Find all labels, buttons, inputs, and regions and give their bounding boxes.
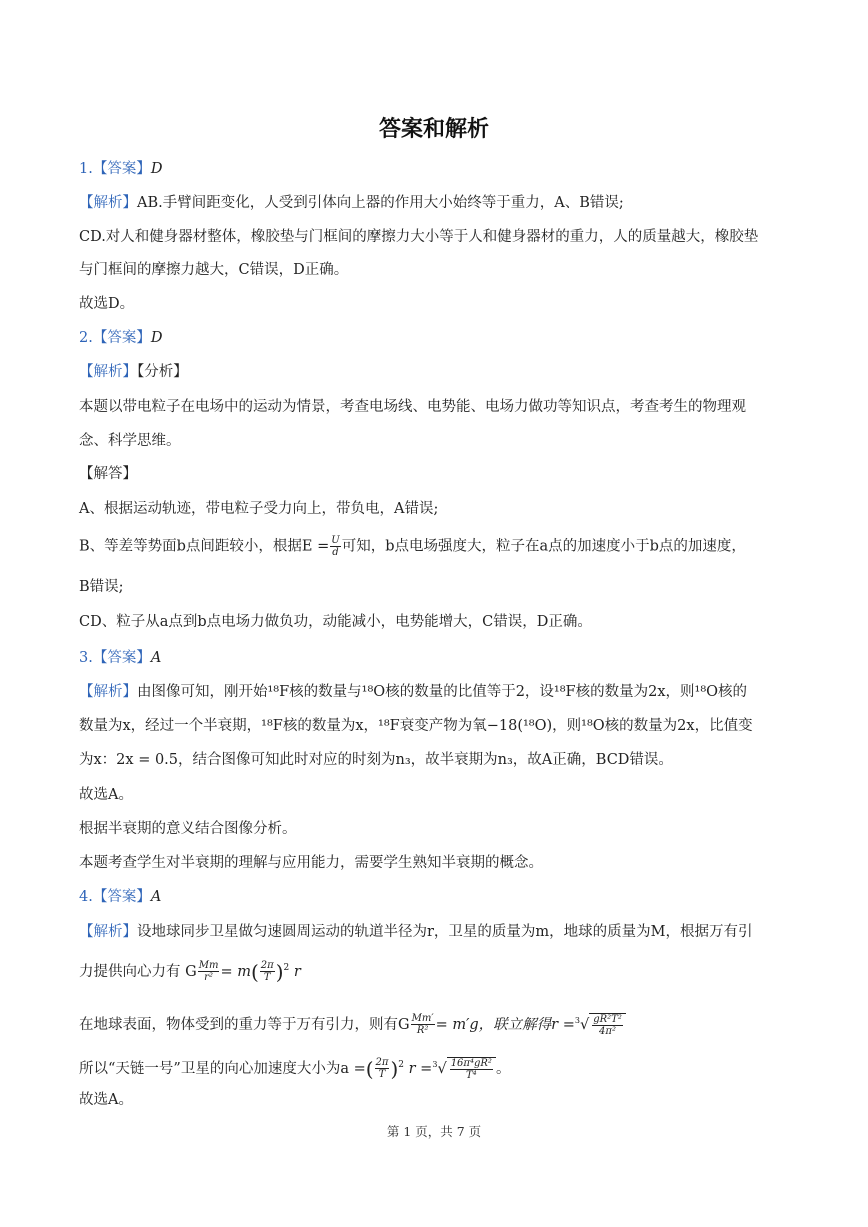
- q3-expl-line-5: 根据半衰期的意义结合图像分析。: [79, 821, 297, 837]
- q1-answer-line: [79, 158, 162, 180]
- q4-eq2-frac: [411, 1013, 435, 1036]
- q2-number: 2.: [79, 330, 93, 346]
- q4-eq3-root-index: 3: [432, 1060, 438, 1069]
- q3-number: 3.: [79, 650, 93, 666]
- q4-eq3-radical: √: [437, 1060, 447, 1077]
- q2-fraction-denominator: d: [332, 547, 339, 558]
- q1-expl-line-1: [79, 192, 624, 214]
- q4-eq3-frac-num: 2π: [375, 1057, 389, 1069]
- q1-expl-line-4: 故选D。: [79, 296, 135, 312]
- q4-eq3-exp: 2: [398, 1060, 405, 1070]
- q4-eq1-mid: = m: [220, 963, 251, 980]
- page-footer: 第 1 页，共 7 页: [386, 1124, 482, 1139]
- q4-expl-line-5: 故选A。: [79, 1092, 133, 1108]
- q3-expl-line-2: 数量为x，经过一个半衰期，¹⁸F核的数量为x，¹⁸F衰变产物为氧−18(¹⁸O)，则¹⁸O核的数量为2x，比值变: [79, 718, 753, 734]
- q2-expl-line-2: 念、科学思维。: [79, 433, 181, 449]
- q4-eq1-paren-close: ): [275, 959, 284, 984]
- q4-expl-text-1: 设地球同步卫星做匀速圆周运动的轨道半径为r，卫星的质量为m，地球的质量为M，根据万有引: [137, 924, 753, 940]
- q4-number: 4.: [79, 889, 93, 905]
- q1-expl-line-2: CD.对人和健身器材整体，橡胶垫与门框间的摩擦力大小等于人和健身器材的重力，人的质量越大，橡胶垫: [79, 229, 759, 245]
- q4-eq3-end: 。: [495, 1060, 511, 1077]
- q4-expl-tag: 【解析】: [79, 924, 137, 940]
- q4-eq3-paren-close: ): [390, 1056, 399, 1081]
- q4-eq3-paren: (: [365, 1056, 374, 1081]
- q4-eq1-paren: (: [250, 959, 259, 984]
- q3-expl-line-4: 故选A。: [79, 787, 133, 803]
- q2-expl-line-3: A、根据运动轨迹，带电粒子受力向上，带负电，A错误;: [79, 501, 439, 517]
- q4-expl-line-3: [79, 1010, 626, 1037]
- q4-eq3-frac: [375, 1057, 390, 1080]
- q4-answer-line: [79, 886, 161, 908]
- q4-eq3-mid: r =: [408, 1060, 433, 1077]
- q4-eq2-frac-den: R²: [416, 1025, 429, 1037]
- q4-eq1-frac: [198, 960, 220, 983]
- q4-eq1-frac-den: r²: [204, 972, 213, 984]
- q2-formula-prefix: B、等差等势面b点间距较小，根据E =: [79, 538, 330, 555]
- q3-answer-line: [79, 647, 161, 669]
- q2-fraction: [330, 535, 340, 558]
- q3-expl-text-1: 由图像可知，刚开始¹⁸F核的数量与¹⁸O核的数量的比值等于2，设¹⁸F核的数量为2x，则¹⁸O核的: [137, 684, 748, 700]
- q2-fenxi-tag: 【分析】: [137, 364, 188, 380]
- q1-expl-line-3: 与门框间的摩擦力越大，C错误，D正确。: [79, 262, 349, 278]
- q2-answer-line: [79, 327, 162, 349]
- q3-expl-line-3: 为x：2x = 0.5，结合图像可知此时对应的时刻为n₃，故半衰期为n₃，故A正确，BCD错误。: [79, 752, 673, 768]
- q4-eq1-prefix: 力提供向心力有 G: [79, 963, 197, 980]
- q2-answer-tag: 【答案】: [92, 330, 151, 346]
- q3-expl-line-6: 本题考查学生对半衰期的理解与应用能力，需要学生熟知半衰期的概念。: [79, 855, 543, 871]
- q4-expl-line-1: [79, 921, 753, 943]
- q4-eq3-root-num: 16π⁴gR²: [450, 1057, 492, 1069]
- q4-eq1-frac-num: Mm: [198, 960, 219, 972]
- q2-fraction-numerator: U: [331, 535, 340, 546]
- q4-eq2-radical: √: [579, 1016, 590, 1033]
- q4-eq1-exp: 2: [283, 963, 290, 973]
- q4-eq2-prefix: 在地球表面，物体受到的重力等于万有引力，则有G: [79, 1016, 410, 1033]
- q4-eq1-frac2: [260, 960, 275, 983]
- q4-eq3-prefix: 所以“天链一号”卫星的向心加速度大小为a =: [79, 1060, 366, 1077]
- q4-answer: A: [150, 889, 162, 905]
- q3-expl-line-1: [79, 681, 747, 703]
- q4-eq3-root: [447, 1057, 496, 1081]
- q4-eq2-root: [589, 1013, 626, 1037]
- q3-answer-tag: 【答案】: [92, 650, 151, 666]
- q4-eq2-root-den: 4π²: [599, 1025, 616, 1037]
- q1-answer-tag: 【答案】: [92, 161, 151, 177]
- q2-expl-line-1: 本题以带电粒子在电场中的运动为情景，考查电场线、电势能、电场力做功等知识点，考查考生的物理观: [79, 399, 746, 415]
- q1-number: 1.: [79, 161, 93, 177]
- q4-answer-tag: 【答案】: [92, 889, 151, 905]
- q4-eq3-frac-den: T: [378, 1069, 386, 1081]
- q4-expl-line-2: [79, 957, 301, 983]
- q1-expl-tag: 【解析】: [79, 195, 137, 211]
- q2-expl-line-4: [79, 535, 746, 558]
- q4-eq2-root-index: 3: [574, 1016, 580, 1025]
- q2-expl-line-0: [79, 361, 188, 383]
- q2-expl-line-6: CD、粒子从a点到b点电场力做负功，动能减小，电势能增大，C错误，D正确。: [79, 614, 592, 630]
- q2-expl-line-5: B错误;: [79, 579, 124, 595]
- q4-eq1-frac2-den: T: [263, 972, 271, 984]
- q4-eq1-suffix: r: [293, 963, 301, 980]
- q2-formula-suffix: 可知，b点电场强度大，粒子在a点的加速度小于b点的加速度，: [341, 538, 746, 555]
- q2-jieda-tag: 【解答】: [79, 466, 137, 482]
- q3-answer: A: [150, 650, 162, 666]
- q1-answer: D: [150, 161, 163, 177]
- q2-expl-tag: 【解析】: [79, 364, 137, 380]
- q4-eq2-mid: = m′g，联立解得r =: [435, 1016, 575, 1033]
- q4-eq2-root-frac: [592, 1014, 623, 1037]
- q4-eq3-root-den: T⁴: [465, 1069, 477, 1081]
- q3-expl-tag: 【解析】: [79, 684, 137, 700]
- q4-eq2-frac-num: Mm′: [411, 1013, 434, 1025]
- q4-eq1-frac2-num: 2π: [260, 960, 274, 972]
- page-title: 答案和解析: [378, 117, 489, 142]
- q1-expl-text-1: AB.手臂间距变化，人受到引体向上器的作用大小始终等于重力，A、B错误;: [137, 195, 624, 211]
- q4-expl-line-4: [79, 1054, 510, 1081]
- q4-eq3-root-frac: [450, 1058, 493, 1081]
- q2-answer: D: [150, 330, 163, 346]
- q4-eq2-root-num: gR²T²: [593, 1013, 622, 1025]
